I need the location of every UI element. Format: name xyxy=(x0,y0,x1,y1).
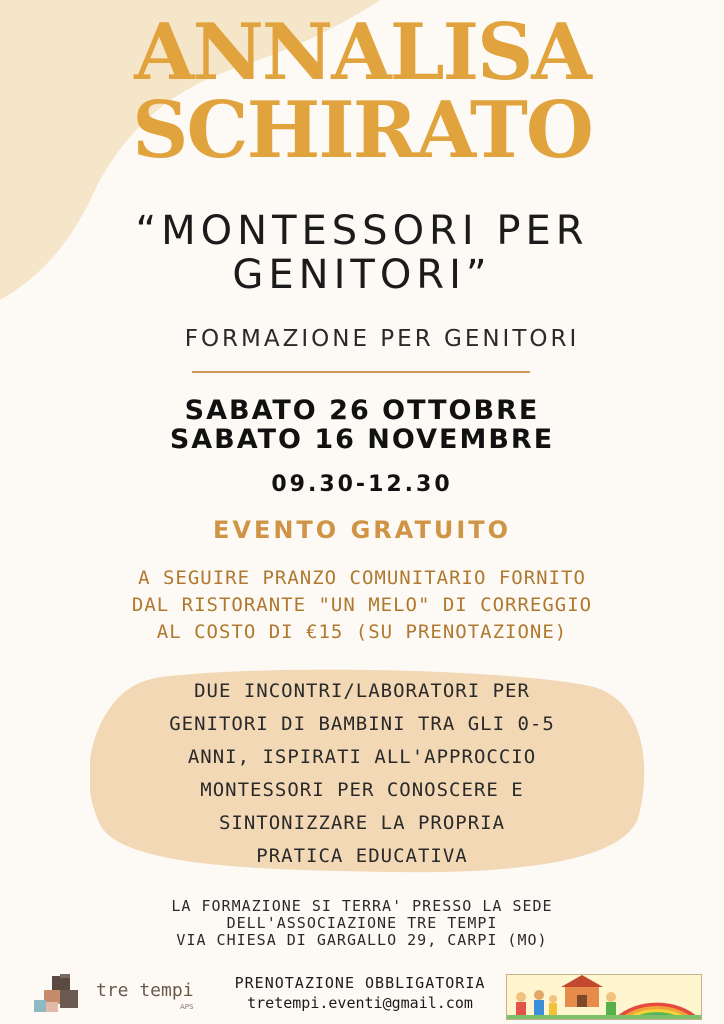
lunch-line-1: A SEGUIRE PRANZO COMUNITARIO FORNITO xyxy=(138,567,586,589)
venue-line-1: LA FORMAZIONE SI TERRA' PRESSO LA SEDE xyxy=(171,897,553,915)
description-line-5: SINTONIZZARE LA PROPRIA xyxy=(218,812,506,834)
stacked-cubes-icon xyxy=(30,972,90,1016)
logo-left-text: tre tempi xyxy=(96,980,194,1001)
description-line-3: ANNI, ISPIRATI ALL'APPROCCIO xyxy=(187,746,537,768)
event-subtitle: FORMAZIONE PER GENITORI xyxy=(184,326,580,352)
event-date-2: SABATO 16 NOVEMBRE xyxy=(169,424,555,455)
description-line-6: PRATICA EDUCATIVA xyxy=(256,845,468,867)
speaker-name-first: ANNALISA xyxy=(134,7,590,98)
description-line-1: DUE INCONTRI/LABORATORI PER xyxy=(194,680,530,702)
venue-line-3: VIA CHIESA DI GARGALLO 29, CARPI (MO) xyxy=(176,931,548,949)
contact-email: tretempi.eventi@gmail.com xyxy=(247,994,473,1012)
lunch-line-2: DAL RISTORANTE "UN MELO" DI CORREGGIO xyxy=(131,594,593,616)
description-line-2: GENITORI DI BAMBINI TRA GLI 0-5 xyxy=(169,713,555,735)
venue-line-2: DELL'ASSOCIAZIONE TRE TEMPI xyxy=(226,914,498,932)
booking-required-label: PRENOTAZIONE OBBLIGATORIA xyxy=(234,974,486,992)
description-line-4: MONTESSORI PER CONOSCERE E xyxy=(200,779,524,801)
logo-left-sub: APS xyxy=(180,1003,194,1011)
school-children-rainbow-logo xyxy=(506,974,702,1020)
lunch-line-3: AL COSTO DI €15 (SU PRENOTAZIONE) xyxy=(156,621,568,643)
tre-tempi-logo xyxy=(30,972,200,1016)
speaker-name-last: SCHIRATO xyxy=(132,85,592,176)
free-event-label: EVENTO GRATUITO xyxy=(212,516,512,544)
event-date-1: SABATO 26 OTTOBRE xyxy=(184,395,540,426)
event-title-line2: GENITORI” xyxy=(232,252,492,298)
event-time: 09.30-12.30 xyxy=(271,472,453,497)
divider-line xyxy=(192,371,530,373)
event-title-line1: “MONTESSORI PER xyxy=(135,208,589,254)
